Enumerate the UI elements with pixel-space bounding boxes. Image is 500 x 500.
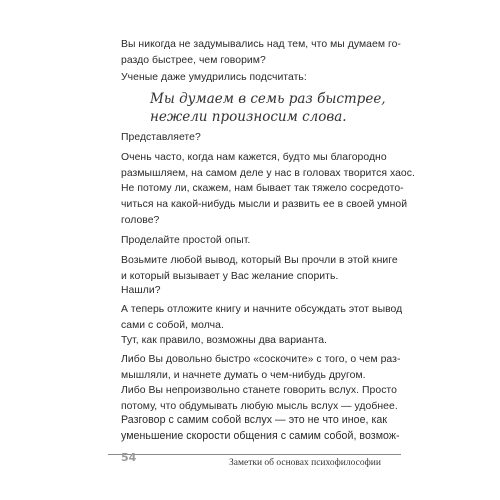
paragraph-intro xyxy=(121,37,401,69)
text-line: Представляете? xyxy=(121,132,201,143)
text-line: Либо Вы непроизвольно станете говорить вслух. Просто xyxy=(121,385,397,396)
text-line: уменьшение скорости общения с самим собой, возмож- xyxy=(121,430,400,442)
text-line: Тут, как правило, возможны два варианта. xyxy=(121,335,327,346)
text-line: раздо быстрее, чем говорим? xyxy=(121,55,266,66)
paragraph-scientists xyxy=(121,70,396,86)
text-line: Нашли? xyxy=(121,285,161,296)
handwritten-quote xyxy=(150,90,410,126)
paragraph-two-options xyxy=(121,333,396,349)
paragraph-option-one xyxy=(121,352,401,384)
text-line: читься на какой-нибудь мысли и развить ее в своей умной xyxy=(121,199,408,210)
text-line: потому, что обдумывать любую мысль вслух — удобнее. xyxy=(121,401,398,412)
paragraph-chaos xyxy=(121,150,415,182)
quote-line: нежели произносим слова. xyxy=(150,109,347,125)
text-line: Проделайте простой опыт. xyxy=(121,235,251,246)
text-line: размышляем, на самом деле у нас в головах творится хаос. xyxy=(121,168,415,179)
text-line: Разговор с самим собой вслух — это не что иное, как xyxy=(121,414,388,426)
text-line: Либо Вы довольно быстро «соскочите» с того, о чем раз- xyxy=(121,354,401,365)
text-line: Вы никогда не задумывались над тем, что мы думаем го- xyxy=(121,39,401,50)
paragraph-found xyxy=(121,283,396,299)
text-line: Очень часто, когда нам кажется, будто мы благородно xyxy=(121,152,387,163)
footer-divider xyxy=(108,454,401,455)
text-line: Возьмите любой вывод, который Вы прочли в этой книге xyxy=(121,255,398,266)
page-number: 54 xyxy=(121,451,137,464)
text-line: голове? xyxy=(121,215,160,226)
text-line: сами с собой, молча. xyxy=(121,320,224,331)
paragraph-put-aside xyxy=(121,302,403,334)
paragraph-experiment xyxy=(121,233,396,249)
paragraph-concentrate xyxy=(121,181,408,229)
paragraph-imagine xyxy=(121,130,396,146)
text-line: Не потому ли, скажем, нам бывает так тяжело сосредото- xyxy=(121,183,404,194)
paragraph-option-two xyxy=(121,383,396,415)
paragraph-take-conclusion xyxy=(121,253,396,285)
quote-line: Мы думаем в семь раз быстрее, xyxy=(150,91,386,107)
text-line: Ученые даже умудрились подсчитать: xyxy=(121,72,307,83)
paragraph-conversation xyxy=(121,412,399,444)
running-head: Заметки об основах психофилософии xyxy=(229,458,381,468)
text-line: мышляли, и начнете думать о чем-нибудь другом. xyxy=(121,370,366,381)
text-line: и который вызывает у Вас желание спорить. xyxy=(121,271,339,282)
text-line: А теперь отложите книгу и начните обсуждать этот вывод xyxy=(121,304,403,315)
